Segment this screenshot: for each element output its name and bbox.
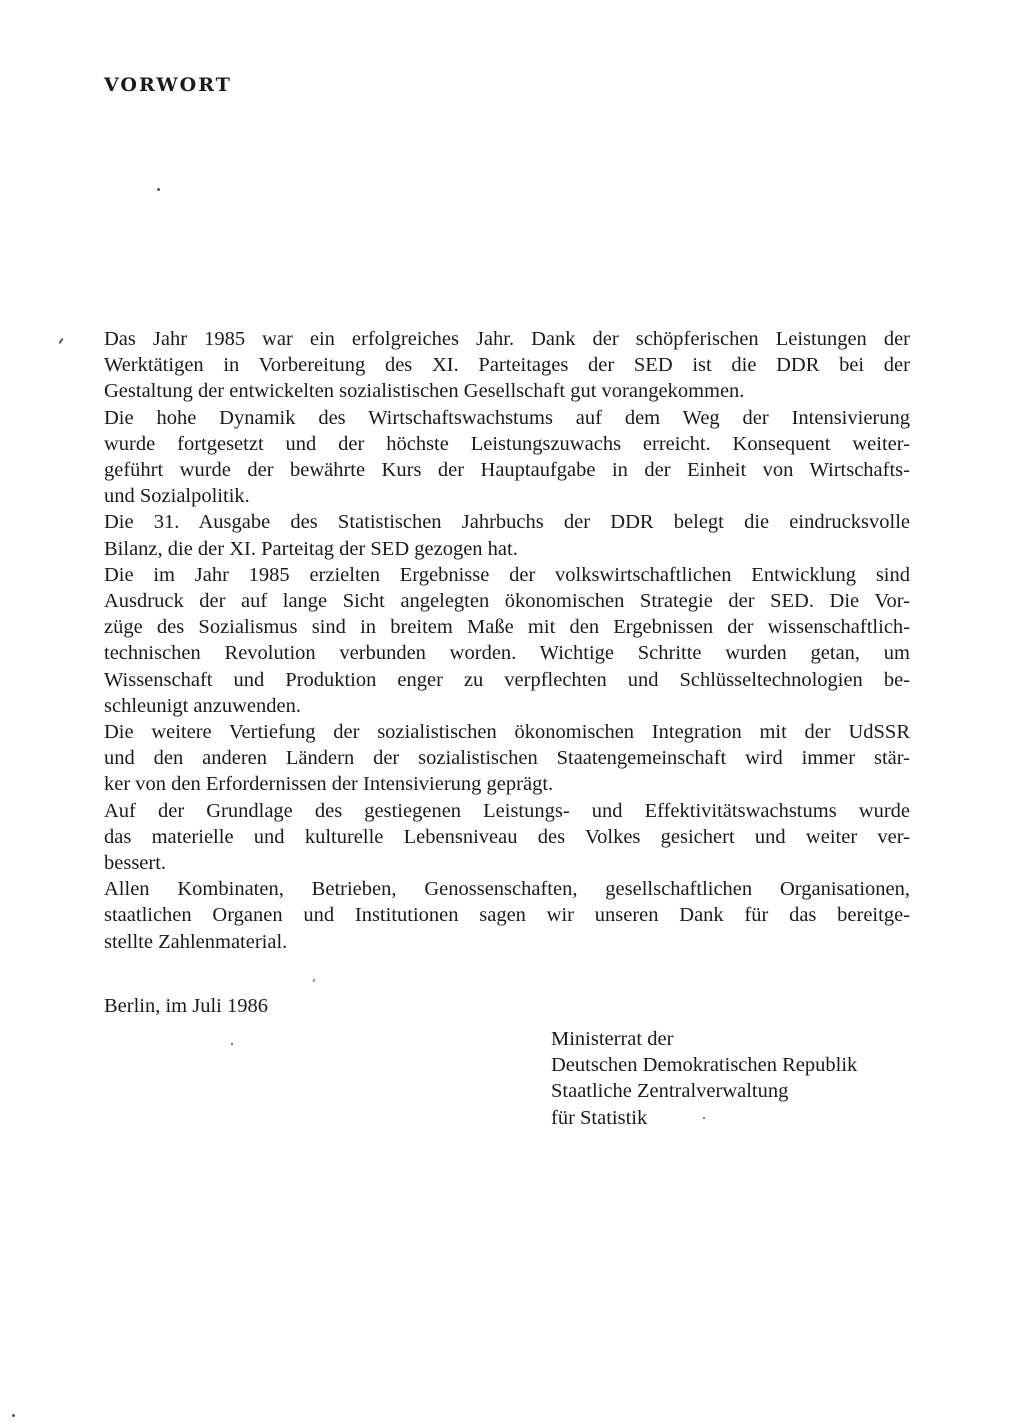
text-line: Die 31. Ausgabe des Statistischen Jahrbuchs der DDR belegt die eindrucksvolle: [104, 511, 910, 534]
page-title: VORWORT: [104, 74, 232, 96]
text-line: Auf der Grundlage des gestiegenen Leistungs- und Effektivitätswachstums wurde: [104, 799, 910, 822]
paragraph: [104, 719, 910, 798]
signature-block: [551, 1026, 857, 1131]
text-line: Ausdruck der auf lange Sicht angelegten ökonomischen Strategie der SED. Die Vor-: [104, 590, 910, 613]
text-line: züge des Sozialismus sind in breitem Maße mit den Ergebnissen der wissenschaftlich-: [104, 616, 910, 639]
text-line: Die hohe Dynamik des Wirtschaftswachstums auf dem Weg der Intensivierung: [104, 406, 910, 429]
signature-line: Staatliche Zentralverwaltung: [551, 1080, 789, 1103]
text-line: staatlichen Organen und Institutionen sagen wir unseren Dank für das bereitge-: [104, 904, 910, 927]
scan-speck: [157, 188, 160, 191]
text-line: Das Jahr 1985 war ein erfolgreiches Jahr. Dank der schöpferischen Leistungen der: [104, 328, 910, 350]
text-line: Werktätigen in Vorbereitung des XI. Parteitages der SED ist die DDR bei der: [104, 354, 910, 377]
text-line: Allen Kombinaten, Betrieben, Genossenschaften, gesellschaftlichen Organisationen,: [104, 878, 910, 901]
paragraph: [104, 876, 910, 955]
scan-speck: [58, 338, 63, 344]
text-line: das materielle und kulturelle Lebensniveau des Volkes gesichert und weiter ver-: [104, 825, 910, 848]
text-line: schleunigt anzuwenden.: [104, 694, 301, 717]
foreword-body: [104, 326, 910, 955]
text-line: Die weitere Vertiefung der sozialistischen ökonomischen Integration mit der UdSSR: [104, 721, 910, 744]
text-line: stellte Zahlenmaterial.: [104, 930, 288, 953]
text-line: wurde fortgesetzt und der höchste Leistungszuwachs erreicht. Konsequent weiter-: [104, 432, 910, 455]
text-line: Wissenschaft und Produktion enger zu verpflechten und Schlüsseltechnologien be-: [104, 668, 910, 691]
paragraph: [104, 405, 910, 510]
text-line: technischen Revolution verbunden worden. Wichtige Schritte wurden getan, um: [104, 642, 910, 665]
scan-speck: [12, 1414, 15, 1417]
scan-speck: [231, 1043, 233, 1045]
text-line: geführt wurde der bewährte Kurs der Hauptaufgabe in der Einheit von Wirtschafts-: [104, 459, 910, 482]
paragraph: [104, 562, 910, 719]
text-line: Gestaltung der entwickelten sozialistischen Gesellschaft gut vorangekommen.: [104, 380, 745, 403]
paragraph: [104, 326, 910, 405]
signature-line: Ministerrat der: [551, 1028, 674, 1050]
text-line: ker von den Erfordernissen der Intensivierung geprägt.: [104, 773, 554, 796]
text-line: und Sozialpolitik.: [104, 485, 250, 508]
scan-speck: [312, 979, 315, 983]
scan-speck: [703, 1117, 705, 1119]
signature-line: Deutschen Demokratischen Republik: [551, 1054, 858, 1077]
text-line: Die im Jahr 1985 erzielten Ergebnisse der volkswirtschaftlichen Entwicklung sind: [104, 563, 910, 586]
text-line: bessert.: [104, 852, 167, 875]
paragraph: [104, 798, 910, 877]
paragraph: [104, 509, 910, 561]
signature-line: für Statistik: [551, 1106, 648, 1129]
text-line: und den anderen Ländern der sozialistischen Staatengemeinschaft wird immer stär-: [104, 747, 910, 770]
place-date: Berlin, im Juli 1986: [104, 995, 268, 1017]
text-line: Bilanz, die der XI. Parteitag der SED gezogen hat.: [104, 537, 518, 560]
